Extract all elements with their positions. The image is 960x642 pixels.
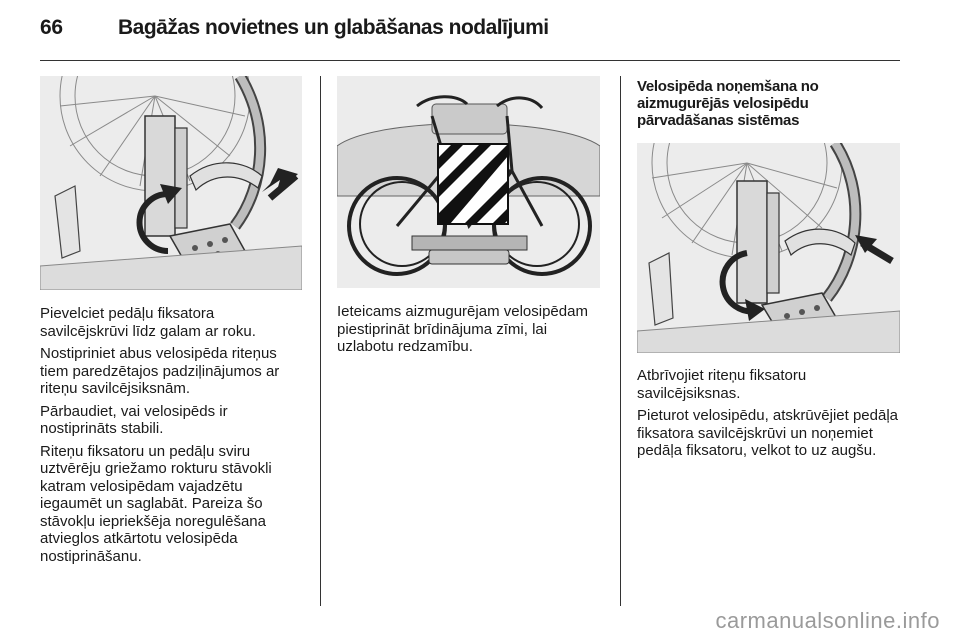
section-subheading: Velosipēda noņemšana no aizmugurējās velosipēdu pārvadāšanas sistēmas	[637, 78, 819, 129]
column-3-text	[637, 367, 902, 465]
watermark-link[interactable]: carmanualsonline.info	[715, 608, 940, 633]
page-number: 66	[40, 16, 63, 39]
pedal-clamp-loosen-illustration	[637, 143, 900, 353]
paragraph: Atbrīvojiet riteņu fiksatoru savilcējsiksnas.	[637, 367, 807, 402]
pedal-clamp-loosen-icon	[637, 143, 900, 353]
pedal-clamp-tighten-illustration	[40, 76, 302, 290]
column-divider-2	[620, 76, 621, 606]
paragraph: Pārbaudiet, vai velosipēds ir nostiprināts stabili.	[40, 402, 228, 437]
paragraph: Riteņu fiksatoru un pedāļu sviru uztvērēju griežamo rokturu stāvokli katram velosipēdam vajadzētu iegaumēt un saglabāt. Pareiza šo stāvokļu iepriekšēja noregulēšana atvieglos atkārtotu velosipēda nostiprināšanu.	[40, 442, 272, 565]
paragraph: Pievelciet pedāļu fiksatora savilcējskrūvi līdz galam ar roku.	[40, 305, 256, 340]
header-divider	[40, 60, 900, 61]
column-2-text	[337, 303, 607, 361]
paragraph: Ieteicams aizmugurējam velosipēdam piestiprināt brīdinājuma zīmi, lai uzlabotu redzamību.	[337, 303, 588, 355]
column-1-text	[40, 305, 305, 570]
page-header	[40, 16, 900, 46]
chapter-title: Bagāžas novietnes un glabāšanas nodalījumi	[118, 16, 549, 39]
bicycles-on-carrier-illustration	[337, 76, 600, 288]
paragraph: Nostipriniet abus velosipēda riteņus tiem paredzētajos padziļinājumos ar riteņu savilcējsiksnām.	[40, 345, 280, 397]
pedal-clamp-tighten-icon	[40, 76, 302, 290]
bicycles-on-carrier-icon	[337, 76, 600, 288]
paragraph: Pieturot velosipēdu, atskrūvējiet pedāļa fiksatora savilcējskrūvi un noņemiet pedāļa fiksatoru, velkot to uz augšu.	[637, 407, 898, 459]
column-divider-1	[320, 76, 321, 606]
